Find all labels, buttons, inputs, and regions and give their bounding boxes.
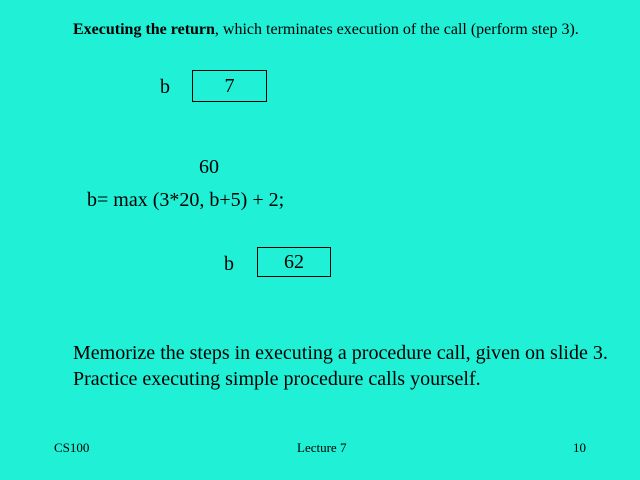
second-var-box: [257, 247, 331, 277]
second-var-value: 62: [284, 250, 304, 273]
intro-text: [73, 18, 613, 41]
first-var-box: [192, 70, 267, 102]
first-var-label: b: [160, 76, 170, 98]
first-var-value: 7: [224, 74, 235, 97]
footer-page-number: 10: [573, 440, 586, 455]
footer-lecture: Lecture 7: [297, 440, 347, 455]
code-statement: b= max (3*20, b+5) + 2;: [87, 189, 285, 211]
intro-bold-text: Executing the return: [73, 21, 215, 38]
intro-rest-text: , which terminates execution of the call (perform step 3).: [214, 21, 579, 38]
annotation-value: 60: [199, 156, 219, 178]
memo-text: Memorize the steps in executing a procedure call, given on slide 3. Practice executing simple procedure calls yourself.: [73, 342, 608, 390]
second-var-label: b: [224, 253, 234, 275]
footer-course: CS100: [54, 440, 90, 455]
